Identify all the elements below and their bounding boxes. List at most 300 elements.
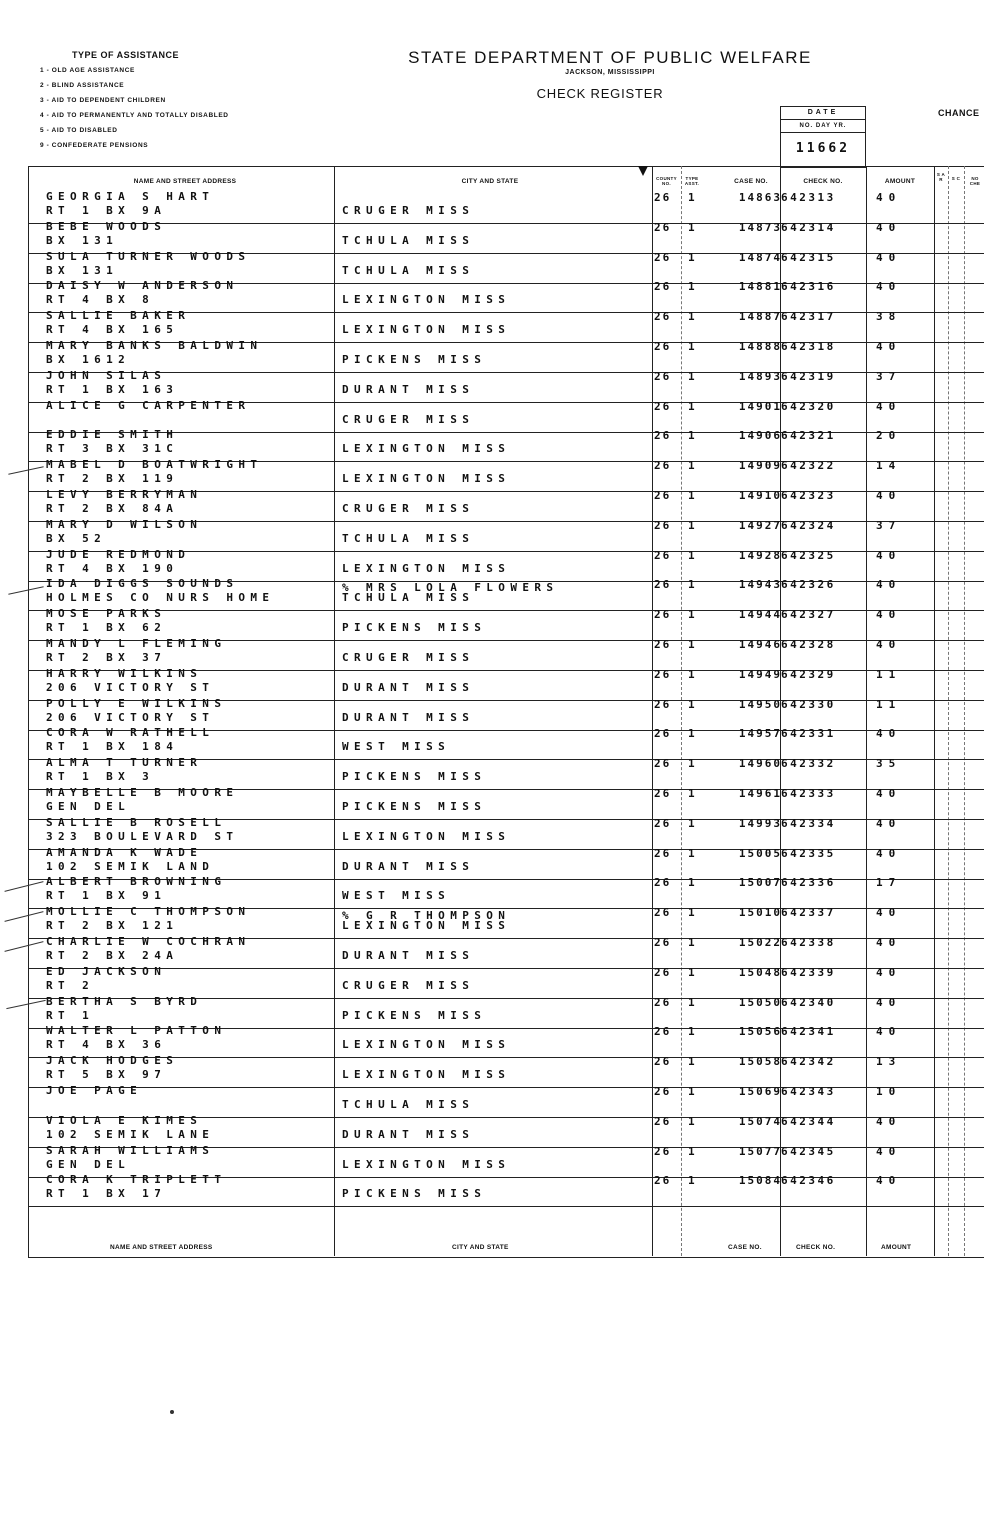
- entry-name: JUDE REDMOND: [46, 547, 191, 561]
- entry-city: DURANT MISS: [342, 680, 475, 694]
- entry-check-no: 642345: [781, 1144, 836, 1158]
- entry-check-no: 642335: [781, 846, 836, 860]
- entry-amount: 40: [876, 1144, 902, 1158]
- entry-case-no: 14901: [738, 399, 782, 413]
- entry-name: BERTHA S BYRD: [46, 994, 203, 1008]
- entry-check-no: 642325: [781, 548, 836, 562]
- entry-city: DURANT MISS: [342, 949, 475, 962]
- entry-case-no: 14961: [738, 787, 782, 800]
- entry-name: EDDIE SMITH: [46, 428, 179, 442]
- entry-name: HARRY WILKINS: [46, 666, 203, 680]
- entry-check-no: 642341: [781, 1025, 836, 1039]
- entry-county-no: 26: [654, 280, 672, 294]
- entry-check-no: 642342: [781, 1055, 836, 1069]
- entry-type-asst: 1: [688, 816, 695, 830]
- entry-type-asst: 1: [688, 936, 695, 949]
- entry-address: RT 2 BX 121: [46, 919, 179, 933]
- entry-address: RT 1 BX 163: [46, 382, 179, 396]
- entry-case-no: 14943: [738, 578, 782, 592]
- entry-check-no: 642320: [781, 399, 836, 413]
- entry-city: WEST MISS: [342, 889, 451, 903]
- entry-check-no: 642330: [781, 697, 836, 711]
- entry-address: RT 1 BX 3: [46, 770, 155, 784]
- entry-amount: 40: [876, 995, 902, 1009]
- entry-amount: 40: [876, 906, 902, 920]
- entry-name: MAYBELLE B MOORE: [46, 786, 239, 799]
- col-header-amount: AMOUNT: [884, 178, 916, 185]
- entry-county-no: 26: [654, 250, 672, 264]
- entry-address: RT 1 BX 91: [46, 889, 167, 903]
- entry-county-no: 26: [654, 757, 672, 771]
- entry-type-asst: 1: [688, 1055, 695, 1069]
- entry-amount: 13: [876, 1055, 902, 1069]
- entry-case-no: 15048: [738, 965, 782, 979]
- entry-check-no: 642334: [781, 816, 836, 830]
- entry-address: RT 4 BX 36: [46, 1038, 167, 1052]
- entry-type-asst: 1: [688, 220, 695, 234]
- entry-name: GEORGIA S HART: [46, 190, 215, 203]
- entry-name: LEVY BERRYMAN: [46, 488, 203, 501]
- register-title: CHECK REGISTER: [536, 86, 664, 101]
- legend-item: 2 - BLIND ASSISTANCE: [40, 82, 125, 89]
- legend-title: TYPE OF ASSISTANCE: [72, 50, 180, 60]
- entry-type-asst: 1: [688, 667, 695, 681]
- entry-address: HOLMES CO NURS HOME: [46, 591, 275, 605]
- entry-city: LEXINGTON MISS: [342, 323, 511, 337]
- entry-name: JOE PAGE: [46, 1084, 143, 1097]
- entry-amount: 20: [876, 429, 902, 443]
- entry-type-asst: 1: [688, 429, 695, 443]
- entry-county-no: 26: [654, 369, 672, 383]
- col-header-case: CASE NO.: [734, 178, 768, 185]
- entry-county-no: 26: [654, 459, 672, 473]
- entry-address: RT 1 BX 62: [46, 621, 167, 635]
- entry-county-no: 26: [654, 1025, 672, 1039]
- entry-check-no: 642314: [781, 220, 836, 234]
- entry-name: DAISY W ANDERSON: [46, 279, 239, 293]
- entry-case-no: 14993: [738, 816, 782, 830]
- entry-type-asst: 1: [688, 518, 695, 532]
- entry-county-no: 26: [654, 1085, 672, 1098]
- entry-address: RT 2 BX 37: [46, 651, 167, 664]
- entry-county-no: 26: [654, 340, 672, 353]
- entry-case-no: 15050: [738, 995, 782, 1009]
- entry-type-asst: 1: [688, 638, 695, 651]
- entry-type-asst: 1: [688, 1144, 695, 1158]
- entry-name: MANDY L FLEMING: [46, 637, 227, 650]
- entry-name: ALICE G CARPENTER: [46, 398, 251, 412]
- entry-case-no: 14946: [738, 638, 782, 651]
- entry-amount: 40: [876, 816, 902, 830]
- entry-address: RT 2 BX 24A: [46, 949, 179, 962]
- entry-address: RT 3 BX 31C: [46, 442, 179, 456]
- entry-type-asst: 1: [688, 280, 695, 294]
- entry-county-no: 26: [654, 608, 672, 622]
- entry-county-no: 26: [654, 1114, 672, 1128]
- entry-address: GEN DEL: [46, 1157, 131, 1171]
- entry-city: % G R THOMPSON: [342, 909, 511, 923]
- entry-case-no: 14949: [738, 667, 782, 681]
- date-label: DATE: [781, 107, 865, 120]
- entry-check-no: 642313: [781, 191, 836, 204]
- entry-amount: 11: [876, 667, 902, 681]
- entry-city: TCHULA MISS: [342, 1098, 475, 1111]
- entry-city: LEXINGTON MISS: [342, 1157, 511, 1171]
- footer-col-name: NAME AND STREET ADDRESS: [110, 1244, 213, 1251]
- footer-col-check: CHECK NO.: [796, 1244, 836, 1251]
- entry-city: TCHULA MISS: [342, 263, 475, 277]
- col-header-no-check: NO CHE: [969, 176, 981, 186]
- entry-amount: 40: [876, 1025, 902, 1039]
- entry-type-asst: 1: [688, 1114, 695, 1128]
- entry-city: TCHULA MISS: [342, 233, 475, 247]
- entry-case-no: 15077: [738, 1144, 782, 1158]
- entry-city: CRUGER MISS: [342, 412, 475, 426]
- entry-address: 206 VICTORY ST: [46, 710, 215, 724]
- entry-name: AMANDA K WADE: [46, 845, 203, 859]
- entry-type-asst: 1: [688, 876, 695, 890]
- entry-county-no: 26: [654, 1174, 672, 1188]
- entry-city: DURANT MISS: [342, 710, 475, 724]
- entry-case-no: 14957: [738, 727, 782, 741]
- entry-amount: 40: [876, 727, 902, 741]
- entry-case-no: 14950: [738, 697, 782, 711]
- entry-city: LEXINGTON MISS: [342, 1038, 511, 1052]
- entry-city: DURANT MISS: [342, 1127, 475, 1141]
- entry-case-no: 14863: [738, 191, 782, 204]
- entry-county-no: 26: [654, 936, 672, 949]
- entry-case-no: 14893: [738, 369, 782, 383]
- entry-amount: 37: [876, 369, 902, 383]
- entry-check-no: 642326: [781, 578, 836, 592]
- entry-check-no: 642318: [781, 340, 836, 353]
- entry-city: DURANT MISS: [342, 382, 475, 396]
- entry-address: RT 2 BX 119: [46, 472, 179, 486]
- entry-name: ALBERT BROWNING: [46, 875, 227, 889]
- entry-type-asst: 1: [688, 489, 695, 502]
- entry-address: RT 2 BX 84A: [46, 502, 179, 515]
- entry-address: RT 1 BX 17: [46, 1187, 167, 1201]
- entry-amount: 10: [876, 1085, 902, 1098]
- entry-county-no: 26: [654, 667, 672, 681]
- legend-item: 5 - AID TO DISABLED: [40, 127, 118, 134]
- entry-city: DURANT MISS: [342, 859, 475, 873]
- entry-amount: 35: [876, 757, 902, 771]
- entry-city: PICKENS MISS: [342, 1008, 487, 1022]
- entry-city: CRUGER MISS: [342, 502, 475, 515]
- footer-col-city: CITY AND STATE: [452, 1244, 509, 1251]
- entry-city: % MRS LOLA FLOWERS: [342, 581, 559, 595]
- entry-name: CHARLIE W COCHRAN: [46, 935, 251, 948]
- entry-case-no: 14906: [738, 429, 782, 443]
- entry-amount: 40: [876, 936, 902, 949]
- legend-item: 4 - AID TO PERMANENTLY AND TOTALLY DISABLED: [40, 112, 229, 119]
- entry-city: PICKENS MISS: [342, 770, 487, 784]
- table-row: [28, 1054, 984, 1088]
- entry-county-no: 26: [654, 429, 672, 443]
- col-header-city: CITY AND STATE: [461, 178, 519, 185]
- entry-name: VIOLA E KIMES: [46, 1113, 203, 1127]
- row-rule: [28, 1206, 984, 1207]
- entry-address: RT 4 BX 165: [46, 323, 179, 337]
- entry-type-asst: 1: [688, 191, 695, 204]
- col-header-name: NAME AND STREET ADDRESS: [133, 178, 237, 185]
- entry-name: CORA K TRIPLETT: [46, 1173, 227, 1187]
- col-header-county: COUNTY NO.: [656, 176, 677, 186]
- entry-type-asst: 1: [688, 965, 695, 979]
- entry-case-no: 14874: [738, 250, 782, 264]
- entry-amount: 40: [876, 191, 902, 204]
- entry-amount: 40: [876, 489, 902, 502]
- entry-county-no: 26: [654, 489, 672, 502]
- entry-check-no: 642344: [781, 1114, 836, 1128]
- entry-check-no: 642336: [781, 876, 836, 890]
- entry-city: WEST MISS: [342, 740, 451, 754]
- entry-type-asst: 1: [688, 1025, 695, 1039]
- entry-amount: 37: [876, 518, 902, 532]
- entry-check-no: 642321: [781, 429, 836, 443]
- entry-city: CRUGER MISS: [342, 978, 475, 992]
- entry-amount: 40: [876, 787, 902, 800]
- legend-item: 3 - AID TO DEPENDENT CHILDREN: [40, 97, 166, 104]
- entry-city: LEXINGTON MISS: [342, 1068, 511, 1082]
- entry-type-asst: 1: [688, 1085, 695, 1098]
- entry-address: RT 1: [46, 1008, 95, 1022]
- table-row: [28, 339, 984, 373]
- entry-name: ALMA T TURNER: [46, 756, 203, 770]
- col-header-check: CHECK NO.: [803, 178, 843, 185]
- entry-check-no: 642327: [781, 608, 836, 622]
- entry-case-no: 15007: [738, 876, 782, 890]
- legend-item: 1 - OLD AGE ASSISTANCE: [40, 67, 135, 74]
- entry-type-asst: 1: [688, 399, 695, 413]
- entry-check-no: 642340: [781, 995, 836, 1009]
- entry-check-no: 642317: [781, 310, 836, 324]
- entry-name: CORA W RATHELL: [46, 726, 215, 740]
- entry-county-no: 26: [654, 399, 672, 413]
- entry-case-no: 14873: [738, 220, 782, 234]
- entry-city: LEXINGTON MISS: [342, 293, 511, 307]
- entry-county-no: 26: [654, 220, 672, 234]
- entry-name: SALLIE B ROSELL: [46, 815, 227, 829]
- entry-type-asst: 1: [688, 310, 695, 324]
- entry-check-no: 642329: [781, 667, 836, 681]
- entry-check-no: 642346: [781, 1174, 836, 1188]
- stray-mark: [170, 1410, 174, 1414]
- entry-city: CRUGER MISS: [342, 204, 475, 217]
- entry-city: LEXINGTON MISS: [342, 829, 511, 843]
- entry-address: BX 52: [46, 531, 107, 545]
- entry-case-no: 15010: [738, 906, 782, 920]
- entry-check-no: 642323: [781, 489, 836, 502]
- entry-check-no: 642331: [781, 727, 836, 741]
- entry-type-asst: 1: [688, 846, 695, 860]
- entry-county-no: 26: [654, 310, 672, 324]
- entry-name: POLLY E WILKINS: [46, 696, 227, 710]
- entry-address: RT 1 BX 184: [46, 740, 179, 754]
- entry-check-no: 642319: [781, 369, 836, 383]
- entry-check-no: 642328: [781, 638, 836, 651]
- entry-type-asst: 1: [688, 697, 695, 711]
- entry-type-asst: 1: [688, 608, 695, 622]
- entry-address: BX 131: [46, 233, 119, 247]
- entry-type-asst: 1: [688, 995, 695, 1009]
- entry-county-no: 26: [654, 965, 672, 979]
- entry-check-no: 642337: [781, 906, 836, 920]
- entry-city: LEXINGTON MISS: [342, 561, 511, 575]
- entry-type-asst: 1: [688, 340, 695, 353]
- entry-case-no: 15005: [738, 846, 782, 860]
- entry-type-asst: 1: [688, 787, 695, 800]
- entry-amount: 11: [876, 697, 902, 711]
- entry-city: LEXINGTON MISS: [342, 472, 511, 486]
- entry-county-no: 26: [654, 638, 672, 651]
- entry-type-asst: 1: [688, 727, 695, 741]
- entry-case-no: 14910: [738, 489, 782, 502]
- table-row: [28, 1173, 984, 1207]
- entry-amount: 40: [876, 638, 902, 651]
- entry-address: RT 1 BX 9A: [46, 204, 167, 217]
- entry-amount: 40: [876, 608, 902, 622]
- entry-amount: 14: [876, 459, 902, 473]
- entry-city: CRUGER MISS: [342, 651, 475, 664]
- entry-amount: 17: [876, 876, 902, 890]
- entry-amount: 40: [876, 220, 902, 234]
- entry-check-no: 642333: [781, 787, 836, 800]
- entry-case-no: 14928: [738, 548, 782, 562]
- entry-county-no: 26: [654, 727, 672, 741]
- entry-county-no: 26: [654, 191, 672, 204]
- entry-name: IDA DIGGS SOUNDS: [46, 577, 239, 591]
- entry-city: PICKENS MISS: [342, 621, 487, 635]
- assistance-type-legend: [40, 50, 340, 153]
- entry-city: TCHULA MISS: [342, 531, 475, 545]
- date-value: 11662: [795, 141, 851, 156]
- entry-county-no: 26: [654, 906, 672, 920]
- entry-case-no: 14960: [738, 757, 782, 771]
- entry-type-asst: 1: [688, 757, 695, 771]
- footer-col-amount: AMOUNT: [881, 1244, 912, 1251]
- entry-name: MOSE PARKS: [46, 607, 167, 621]
- entry-amount: 40: [876, 280, 902, 294]
- entry-name: MABEL D BOATWRIGHT: [46, 458, 263, 472]
- entry-address: 102 SEMIK LANE: [46, 1127, 215, 1141]
- entry-county-no: 26: [654, 816, 672, 830]
- entry-name: ED JACKSON: [46, 964, 167, 978]
- entry-county-no: 26: [654, 876, 672, 890]
- entry-county-no: 26: [654, 1055, 672, 1069]
- col-header-type: TYPE ASST.: [684, 176, 700, 186]
- col-header-sc: S C: [951, 176, 961, 181]
- entry-city: LEXINGTON MISS: [342, 442, 511, 456]
- legend-item: 9 - CONFEDERATE PENSIONS: [40, 142, 149, 149]
- entry-case-no: 15056: [738, 1025, 782, 1039]
- entry-amount: 40: [876, 399, 902, 413]
- entry-amount: 38: [876, 310, 902, 324]
- entry-amount: 40: [876, 965, 902, 979]
- entry-case-no: 15022: [738, 936, 782, 949]
- entry-check-no: 642338: [781, 936, 836, 949]
- entry-address: GEN DEL: [46, 800, 131, 813]
- entry-case-no: 14888: [738, 340, 782, 353]
- entry-case-no: 14881: [738, 280, 782, 294]
- entry-type-asst: 1: [688, 459, 695, 473]
- table-row: [28, 935, 984, 969]
- entry-case-no: 15058: [738, 1055, 782, 1069]
- entry-county-no: 26: [654, 578, 672, 592]
- entry-address: BX 131: [46, 263, 119, 277]
- entry-address: RT 4 BX 8: [46, 293, 155, 307]
- entry-name: SALLIE BAKER: [46, 309, 191, 323]
- entry-case-no: 14887: [738, 310, 782, 324]
- entry-case-no: 15074: [738, 1114, 782, 1128]
- date-sublabel: NO. DAY YR.: [781, 120, 865, 133]
- entry-amount: 40: [876, 1114, 902, 1128]
- entry-county-no: 26: [654, 697, 672, 711]
- entry-type-asst: 1: [688, 578, 695, 592]
- entry-check-no: 642315: [781, 250, 836, 264]
- entry-case-no: 15069: [738, 1085, 782, 1098]
- entry-county-no: 26: [654, 846, 672, 860]
- table-row: [28, 577, 984, 611]
- entry-amount: 40: [876, 548, 902, 562]
- entry-name: MOLLIE C THOMPSON: [46, 905, 251, 919]
- entry-amount: 40: [876, 1174, 902, 1188]
- entry-county-no: 26: [654, 1144, 672, 1158]
- entry-check-no: 642324: [781, 518, 836, 532]
- entry-case-no: 15084: [738, 1174, 782, 1188]
- document-header: [360, 48, 860, 101]
- entry-check-no: 642332: [781, 757, 836, 771]
- entry-name: SARAH WILLIAMS: [46, 1143, 215, 1157]
- entry-case-no: 14927: [738, 518, 782, 532]
- entry-name: BEBE WOODS: [46, 219, 167, 233]
- entry-city: PICKENS MISS: [342, 800, 487, 813]
- marker-arrow-icon: [638, 166, 648, 176]
- footer-col-case: CASE NO.: [728, 1244, 762, 1251]
- entry-case-no: 14944: [738, 608, 782, 622]
- entry-address: 323 BOULEVARD ST: [46, 829, 239, 843]
- entry-city: PICKENS MISS: [342, 1187, 487, 1201]
- department-title: STATE DEPARTMENT OF PUBLIC WELFARE: [408, 48, 812, 67]
- entry-city: LEXINGTON MISS: [342, 919, 511, 933]
- entry-type-asst: 1: [688, 250, 695, 264]
- entry-check-no: 642339: [781, 965, 836, 979]
- entry-address: 206 VICTORY ST: [46, 680, 215, 694]
- entry-county-no: 26: [654, 995, 672, 1009]
- table-row: [28, 190, 984, 224]
- entry-type-asst: 1: [688, 906, 695, 920]
- chance-label: CHANCE: [938, 108, 980, 118]
- date-box: [780, 106, 866, 168]
- entry-check-no: 642316: [781, 280, 836, 294]
- entry-type-asst: 1: [688, 548, 695, 562]
- department-location: JACKSON, MISSISSIPPI: [565, 69, 655, 76]
- entry-amount: 40: [876, 250, 902, 264]
- entry-address: RT 5 BX 97: [46, 1068, 167, 1082]
- entry-check-no: 642322: [781, 459, 836, 473]
- entry-address: RT 2: [46, 978, 95, 992]
- entry-address: BX 1612: [46, 353, 131, 366]
- entry-amount: 40: [876, 846, 902, 860]
- entry-type-asst: 1: [688, 369, 695, 383]
- entry-amount: 40: [876, 578, 902, 592]
- entry-county-no: 26: [654, 518, 672, 532]
- entry-city: TCHULA MISS: [342, 591, 475, 605]
- entry-name: SULA TURNER WOODS: [46, 249, 251, 263]
- entry-name: JOHN SILAS: [46, 368, 167, 382]
- entry-check-no: 642343: [781, 1085, 836, 1098]
